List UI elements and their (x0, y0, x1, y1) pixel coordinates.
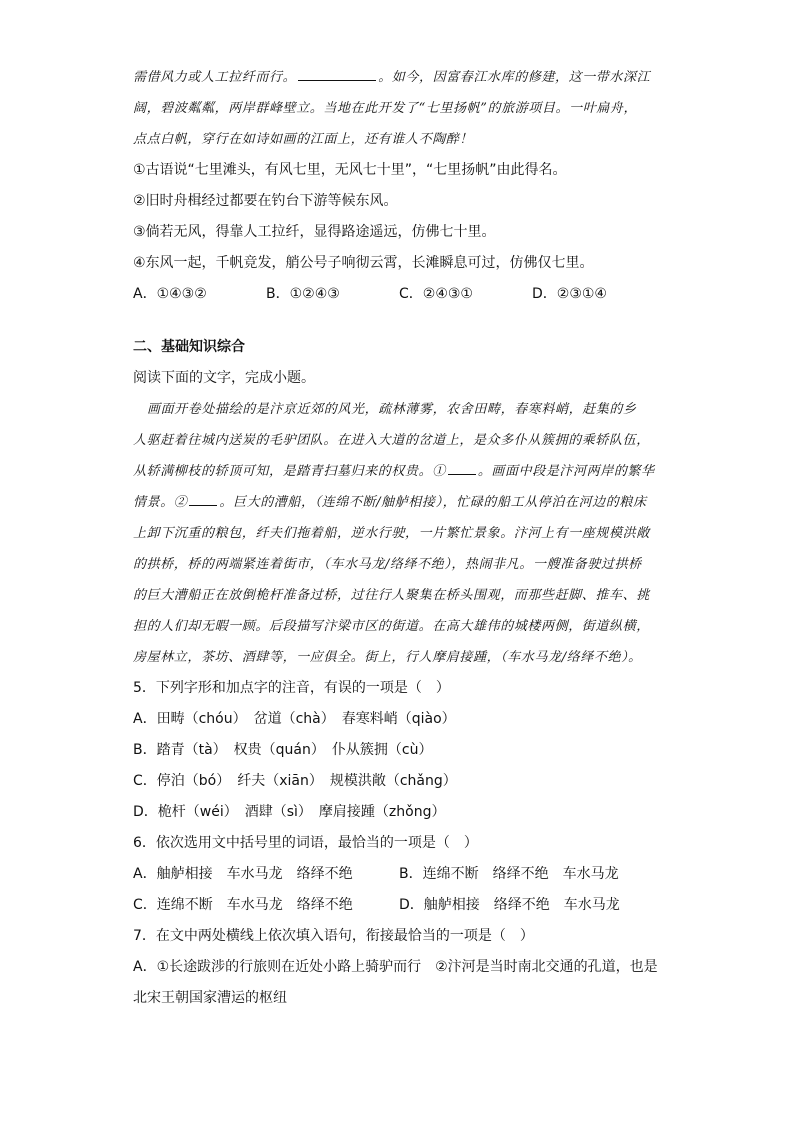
q7-option-a-cont: 北宋王朝国家漕运的枢纽 (133, 990, 287, 1006)
question-5-stem: 5．下列字形和加点字的注音，有误的一项是（ ） (133, 680, 450, 696)
fill-blank[interactable] (298, 66, 376, 81)
fill-blank-2[interactable] (189, 491, 217, 506)
passage2-text: 。画面中段是汴河两岸的繁华 (477, 464, 655, 479)
passage2-line: 担的人们却无暇一顾。后段描写汴梁市区的街道。在高大雄伟的城楼两侧，街道纵横， (133, 619, 650, 634)
option-d[interactable]: D．②③①④ (532, 286, 607, 302)
q6-option-c[interactable]: C．连绵不断 车水马龙 络绎不绝 (133, 897, 353, 913)
content (133, 62, 665, 1014)
passage1-line (133, 62, 665, 93)
q5-option-d[interactable]: D．桅杆（wéi） 酒肆（sì） 摩肩接踵（zhǒng） (133, 804, 446, 820)
passage1-line: 阔，碧波粼粼，两岸群峰壁立。当地在此开发了“七里扬帆”的旅游项目。一叶扁舟， (133, 101, 638, 116)
passage2-line: 上卸下沉重的粮包，纤夫们拖着船，逆水行驶，一片繁忙景象。汴河上有一座规模洪敞 (133, 526, 650, 541)
q6-option-b[interactable]: B．连绵不断 络绎不绝 车水马龙 (399, 866, 619, 882)
option-a[interactable]: A．①④③② (133, 286, 207, 302)
question-7-stem: 7．在文中两处横线上依次填入语句，衔接最恰当的一项是（ ） (133, 928, 534, 944)
passage2-line: 房屋林立，茶坊、酒肆等，一应俱全。街上，行人摩肩接踵，（车水马龙/络绎不绝）。 (133, 650, 642, 665)
passage2-line (133, 456, 665, 487)
q6-options-row-1 (133, 859, 665, 890)
statement-3: ③倘若无风，得靠人工拉纤，显得路途遥远，仿佛七十里。 (133, 224, 496, 240)
fill-blank-1[interactable] (448, 460, 476, 475)
statement-1: ①古语说“七里滩头，有风七里，无风七十里”，“七里扬帆”由此得名。 (133, 162, 567, 178)
section-title: 二、基础知识综合 (133, 339, 245, 355)
q6-options-row-2 (133, 890, 665, 921)
answer-options (133, 279, 665, 310)
passage2-line: 的拱桥，桥的两端紧连着街市，（车水马龙/络绎不绝），热闹非凡。一艘准备驶过拱桥 (133, 557, 642, 572)
statement-4: ④东风一起，千帆竞发，艄公号子响彻云霄，长滩瞬息可过，仿佛仅七里。 (133, 255, 594, 271)
passage2-line: 的巨大漕船正在放倒桅杆准备过桥，过往行人聚集在桥头围观，而那些赶脚、推车、挑 (133, 588, 650, 603)
passage1-text: 需借风力或人工拉纤而行。 (133, 70, 297, 85)
q7-option-a[interactable]: A．①长途跋涉的行旅则在近处小路上骑驴而行 ②汴河是当时南北交通的孔道，也是 (133, 959, 658, 975)
passage2-line: 画面开卷处描绘的是汴京近郊的风光，疏林薄雾，农舍田畴，春寒料峭，赶集的乡 (147, 402, 637, 417)
q6-option-a[interactable]: A．舳舻相接 车水马龙 络绎不绝 (133, 866, 353, 882)
spacer (133, 310, 665, 332)
statement-2: ②旧时舟楫经过都要在钓台下游等候东风。 (133, 193, 398, 209)
passage2-text: 从轿满柳枝的轿顶可知，是踏青扫墓归来的权贵。① (133, 464, 446, 479)
passage1-line: 点点白帆，穿行在如诗如画的江面上，还有谁人不陶醉！ (133, 132, 474, 147)
passage2-line (133, 487, 665, 518)
q5-option-b[interactable]: B．踏青（tà） 权贵（quán） 仆从簇拥（cù） (133, 742, 433, 758)
option-b[interactable]: B．①②④③ (266, 286, 340, 302)
q6-option-d[interactable]: D．舳舻相接 络绎不绝 车水马龙 (399, 897, 620, 913)
q5-option-a[interactable]: A．田畴（chóu） 岔道（chà） 春寒料峭（qiào） (133, 711, 456, 727)
q5-option-c[interactable]: C．停泊（bó） 纤夫（xiān） 规模洪敞（chǎng） (133, 773, 457, 789)
passage1-text: 。如今，因富春江水库的修建，这一带水深江 (378, 70, 651, 85)
passage2-text: 情景。② (133, 495, 188, 510)
passage2-line: 人驱赶着往城内送炭的毛驴团队。在进入大道的岔道上，是众多仆从簇拥的乘轿队伍， (133, 433, 650, 448)
option-c[interactable]: C．②④③① (399, 286, 473, 302)
passage2-text: 。巨大的漕船，（连绵不断/舳舻相接），忙碌的船工从停泊在河边的粮床 (219, 495, 647, 510)
section-instruction: 阅读下面的文字，完成小题。 (133, 370, 315, 386)
question-6-stem: 6．依次选用文中括号里的词语，最恰当的一项是（ ） (133, 835, 478, 851)
